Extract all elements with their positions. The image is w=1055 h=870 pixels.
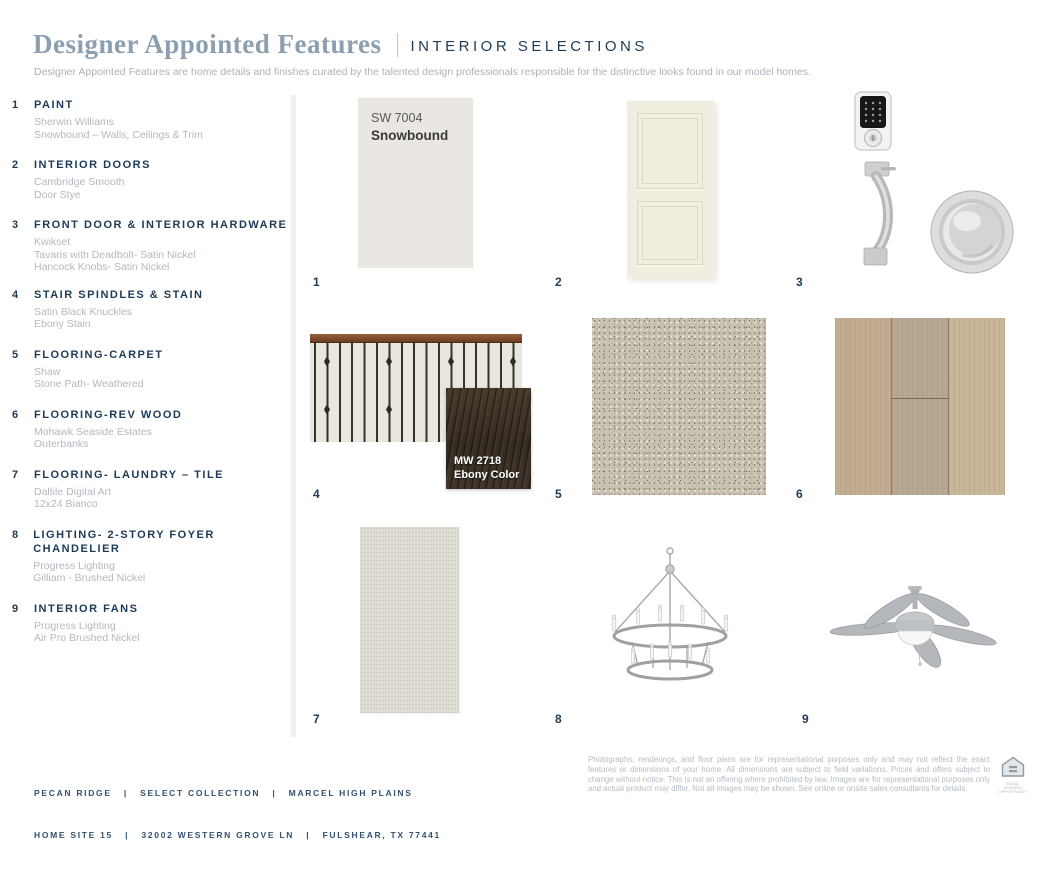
door-panel (637, 201, 703, 265)
interior-door-image (627, 101, 714, 279)
feature-number: 4 (12, 288, 19, 301)
stain-name: Ebony Color (454, 469, 520, 481)
feature-detail: Air Pro Brushed Nickel (34, 632, 140, 644)
feature-item-hardware (12, 218, 297, 274)
feature-detail: 12x24 Bianco (34, 498, 98, 510)
carpet-swatch-image (592, 318, 766, 495)
feature-list (12, 98, 297, 662)
paint-code: SW 7004 (371, 111, 423, 125)
feature-title: FLOORING- LAUNDRY – TILE (34, 468, 224, 481)
feature-number: 5 (12, 348, 19, 361)
wood-flooring-image (835, 318, 1005, 495)
equal-housing-logo (999, 756, 1027, 794)
image-label: 2 (555, 275, 562, 289)
feature-title: INTERIOR FANS (34, 602, 139, 615)
chandelier-image (598, 544, 743, 694)
equal-housing-label: EQUAL HOUSING OPPORTUNITY (999, 782, 1028, 794)
feature-number: 9 (12, 602, 19, 615)
page-title: Designer Appointed Features (33, 29, 382, 59)
feature-item-rev-wood (12, 408, 297, 451)
feature-item-interior-doors (12, 158, 297, 201)
legal-disclaimer: Photographs, renderings, and floor plans are for representational purposes only and may not reflect the exact features or dimensions of your home. All dimensions are subject to field variations. Prices and offers subject to change without notice. This is not an offering where prohibited by law. Images are for representational purposes only and actual product may differ. Not all images may be shown. See online or onsite sales consultants for details. (588, 755, 990, 794)
paint-swatch-image (358, 98, 473, 268)
door-panel (637, 113, 703, 189)
image-label: 7 (313, 712, 320, 726)
image-label: 9 (802, 712, 809, 726)
feature-detail: Door Stye (34, 188, 81, 201)
feature-detail: Progress Lighting (34, 619, 116, 632)
feature-detail: Sherwin Williams (34, 116, 114, 128)
feature-title: STAIR SPINDLES & STAIN (34, 288, 204, 301)
ebony-stain-swatch (446, 388, 531, 489)
feature-title: LIGHTING- 2-STORY FOYER CHANDELIER (33, 528, 215, 555)
feature-item-laundry-tile (12, 468, 297, 511)
paint-name: Snowbound (371, 128, 449, 143)
feature-item-carpet (12, 348, 297, 391)
feature-title: FLOORING-REV WOOD (34, 408, 183, 421)
feature-detail: Hancock Knobs- Satin Nickel (34, 261, 170, 273)
feature-number: 6 (12, 408, 19, 421)
image-label: 3 (796, 275, 803, 289)
vertical-divider (291, 95, 296, 737)
image-label: 6 (796, 487, 803, 501)
handrail (310, 334, 522, 343)
feature-item-paint (12, 98, 297, 141)
title-divider (397, 33, 398, 57)
image-label: 1 (313, 275, 320, 289)
feature-number: 2 (12, 159, 19, 171)
ceiling-fan-image (830, 583, 1002, 687)
tile-swatch-image (360, 527, 459, 713)
feature-detail: Kwikset (34, 236, 71, 248)
feature-detail: Ebony Stain (34, 318, 91, 330)
footer-community-info (34, 758, 441, 870)
wood-plank (949, 318, 1005, 495)
feature-number: 7 (12, 468, 19, 481)
door-knob-icon (931, 191, 1013, 273)
feature-number: 3 (12, 219, 19, 231)
page-description: Designer Appointed Features are home details and finishes curated by the talented design professionals responsible for the distinctive looks found in our model homes. (34, 66, 811, 78)
stain-code: MW 2718 (454, 455, 502, 467)
feature-title: FLOORING-CARPET (34, 348, 164, 361)
wood-plank (891, 318, 949, 495)
feature-detail: Outerbanks (34, 438, 89, 450)
page-header (33, 29, 648, 60)
image-label: 4 (313, 487, 320, 501)
feature-detail: Cambridge Smooth (34, 176, 125, 188)
feature-item-chandelier (12, 528, 297, 585)
feature-detail: Tavaris with Deadbolt- Satin Nickel (34, 248, 196, 261)
feature-item-stair (12, 288, 297, 331)
feature-detail: Satin Black Knuckles (34, 305, 133, 318)
community-line: PECAN RIDGE | SELECT COLLECTION | MARCEL HIGH PLAINS (34, 788, 413, 798)
feature-title: INTERIOR DOORS (34, 159, 151, 171)
feature-detail: Gilliam - Brushed Nickel (33, 572, 146, 584)
image-label: 5 (555, 487, 562, 501)
equal-housing-icon (1001, 756, 1025, 777)
section-label: INTERIOR SELECTIONS (410, 38, 648, 55)
image-label: 8 (555, 712, 562, 726)
feature-detail: Stone Path- Weathered (34, 378, 144, 390)
feature-number: 8 (12, 528, 19, 541)
feature-title: PAINT (34, 99, 74, 111)
feature-detail: Shaw (34, 365, 61, 378)
plank-seam (892, 398, 948, 399)
feature-detail: Progress Lighting (33, 559, 115, 572)
door-hardware-image (845, 90, 1020, 275)
feature-item-fans (12, 602, 297, 645)
wood-plank (835, 318, 891, 495)
feature-detail: Daltile Digital Art (34, 485, 112, 498)
feature-detail: Snowbound – Walls, Ceilings & Trim (34, 128, 203, 141)
feature-number: 1 (12, 99, 19, 111)
handleset-icon (864, 162, 896, 265)
feature-title: FRONT DOOR & INTERIOR HARDWARE (34, 219, 288, 231)
keypad-deadbolt-icon (855, 92, 891, 150)
feature-detail: Mohawk Seaside Estates (34, 425, 152, 438)
address-line: HOME SITE 15 | 32002 WESTERN GROVE LN | FULSHEAR, TX 77441 (34, 830, 441, 840)
